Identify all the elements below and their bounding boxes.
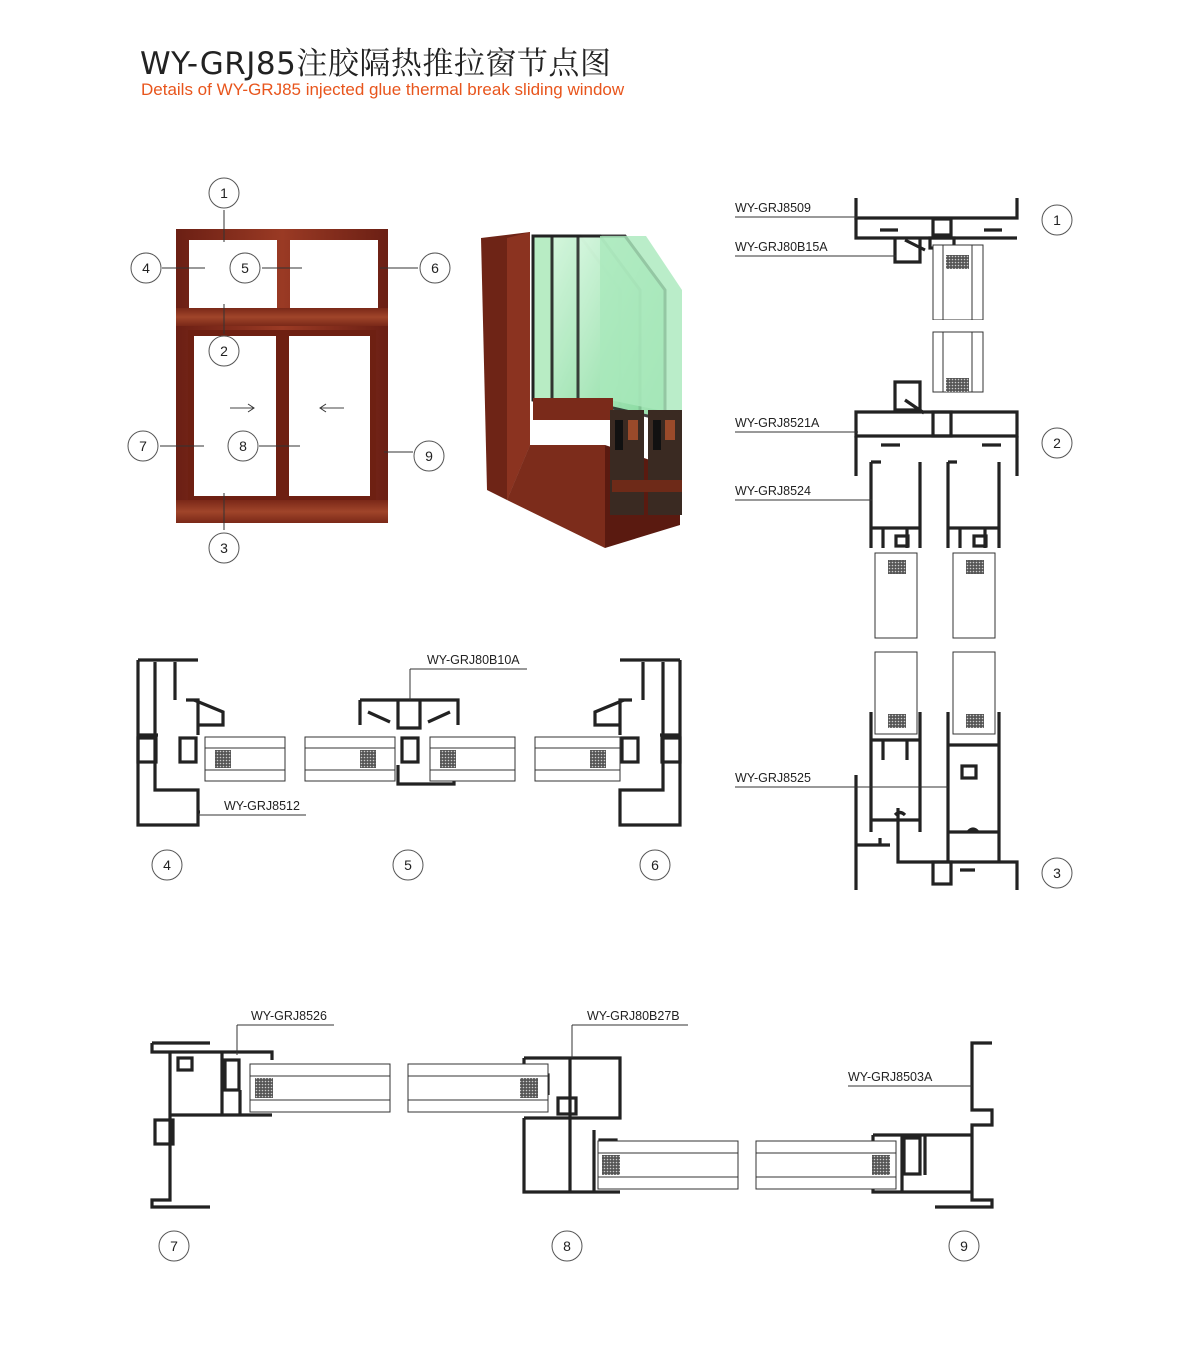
page-title: WY-GRJ85注胶隔热推拉窗节点图 — [140, 46, 612, 82]
window-marker-2 — [209, 336, 239, 366]
svg-text:9: 9 — [425, 448, 433, 464]
section-number-8 — [552, 1231, 582, 1261]
label-8521A: WY-GRJ8521A — [735, 416, 820, 430]
label-80B15A: WY-GRJ80B15A — [735, 240, 828, 254]
label-8503A: WY-GRJ8503A — [848, 1070, 933, 1084]
window-elevation — [128, 178, 450, 563]
sash-pane-right — [289, 336, 370, 496]
label-80B27B: WY-GRJ80B27B — [587, 1009, 680, 1023]
window-marker-7 — [128, 431, 158, 461]
svg-text:2: 2 — [1053, 435, 1061, 451]
vertical-section-123 — [856, 198, 1017, 890]
svg-text:6: 6 — [431, 260, 439, 276]
svg-text:8: 8 — [239, 438, 247, 454]
svg-text:3: 3 — [1053, 865, 1061, 881]
glass-strips-456 — [205, 737, 620, 781]
corner-render-3d — [481, 232, 682, 548]
section-456 — [138, 660, 680, 825]
window-marker-5 — [230, 253, 260, 283]
section-789 — [152, 1043, 992, 1207]
section-number-7 — [159, 1231, 189, 1261]
svg-text:7: 7 — [139, 438, 147, 454]
svg-text:2: 2 — [220, 343, 228, 359]
window-marker-3 — [209, 533, 239, 563]
svg-text:5: 5 — [241, 260, 249, 276]
glass-strips-789 — [250, 1064, 896, 1189]
svg-text:5: 5 — [404, 857, 412, 873]
label-8509: WY-GRJ8509 — [735, 201, 811, 215]
svg-text:9: 9 — [960, 1238, 968, 1254]
svg-text:8: 8 — [563, 1238, 571, 1254]
transom-pane-right — [290, 240, 378, 308]
section-number-5 — [393, 850, 423, 880]
page-subtitle: Details of WY-GRJ85 injected glue thermal break sliding window — [141, 80, 625, 99]
window-marker-4 — [131, 253, 161, 283]
label-8525: WY-GRJ8525 — [735, 771, 811, 785]
glass-unit-mid — [933, 332, 983, 392]
svg-text:1: 1 — [1053, 212, 1061, 228]
section-number-4 — [152, 850, 182, 880]
section-number-6 — [640, 850, 670, 880]
svg-text:7: 7 — [170, 1238, 178, 1254]
svg-text:3: 3 — [220, 540, 228, 556]
section-number-9 — [949, 1231, 979, 1261]
window-marker-9 — [414, 441, 444, 471]
label-8526: WY-GRJ8526 — [251, 1009, 327, 1023]
svg-text:1: 1 — [220, 185, 228, 201]
label-8524: WY-GRJ8524 — [735, 484, 811, 498]
window-marker-6 — [420, 253, 450, 283]
glass-unit-top — [933, 245, 983, 320]
glass-units-sash-upper — [875, 553, 995, 638]
svg-text:6: 6 — [651, 857, 659, 873]
label-80B10A: WY-GRJ80B10A — [427, 653, 520, 667]
window-marker-1 — [209, 178, 239, 208]
svg-text:4: 4 — [163, 857, 171, 873]
window-marker-8 — [228, 431, 258, 461]
section-number-3 — [1042, 858, 1072, 888]
glass-units-sash-lower — [875, 652, 995, 734]
section-number-2 — [1042, 428, 1072, 458]
section-number-1 — [1042, 205, 1072, 235]
svg-text:4: 4 — [142, 260, 150, 276]
label-8512: WY-GRJ8512 — [224, 799, 300, 813]
